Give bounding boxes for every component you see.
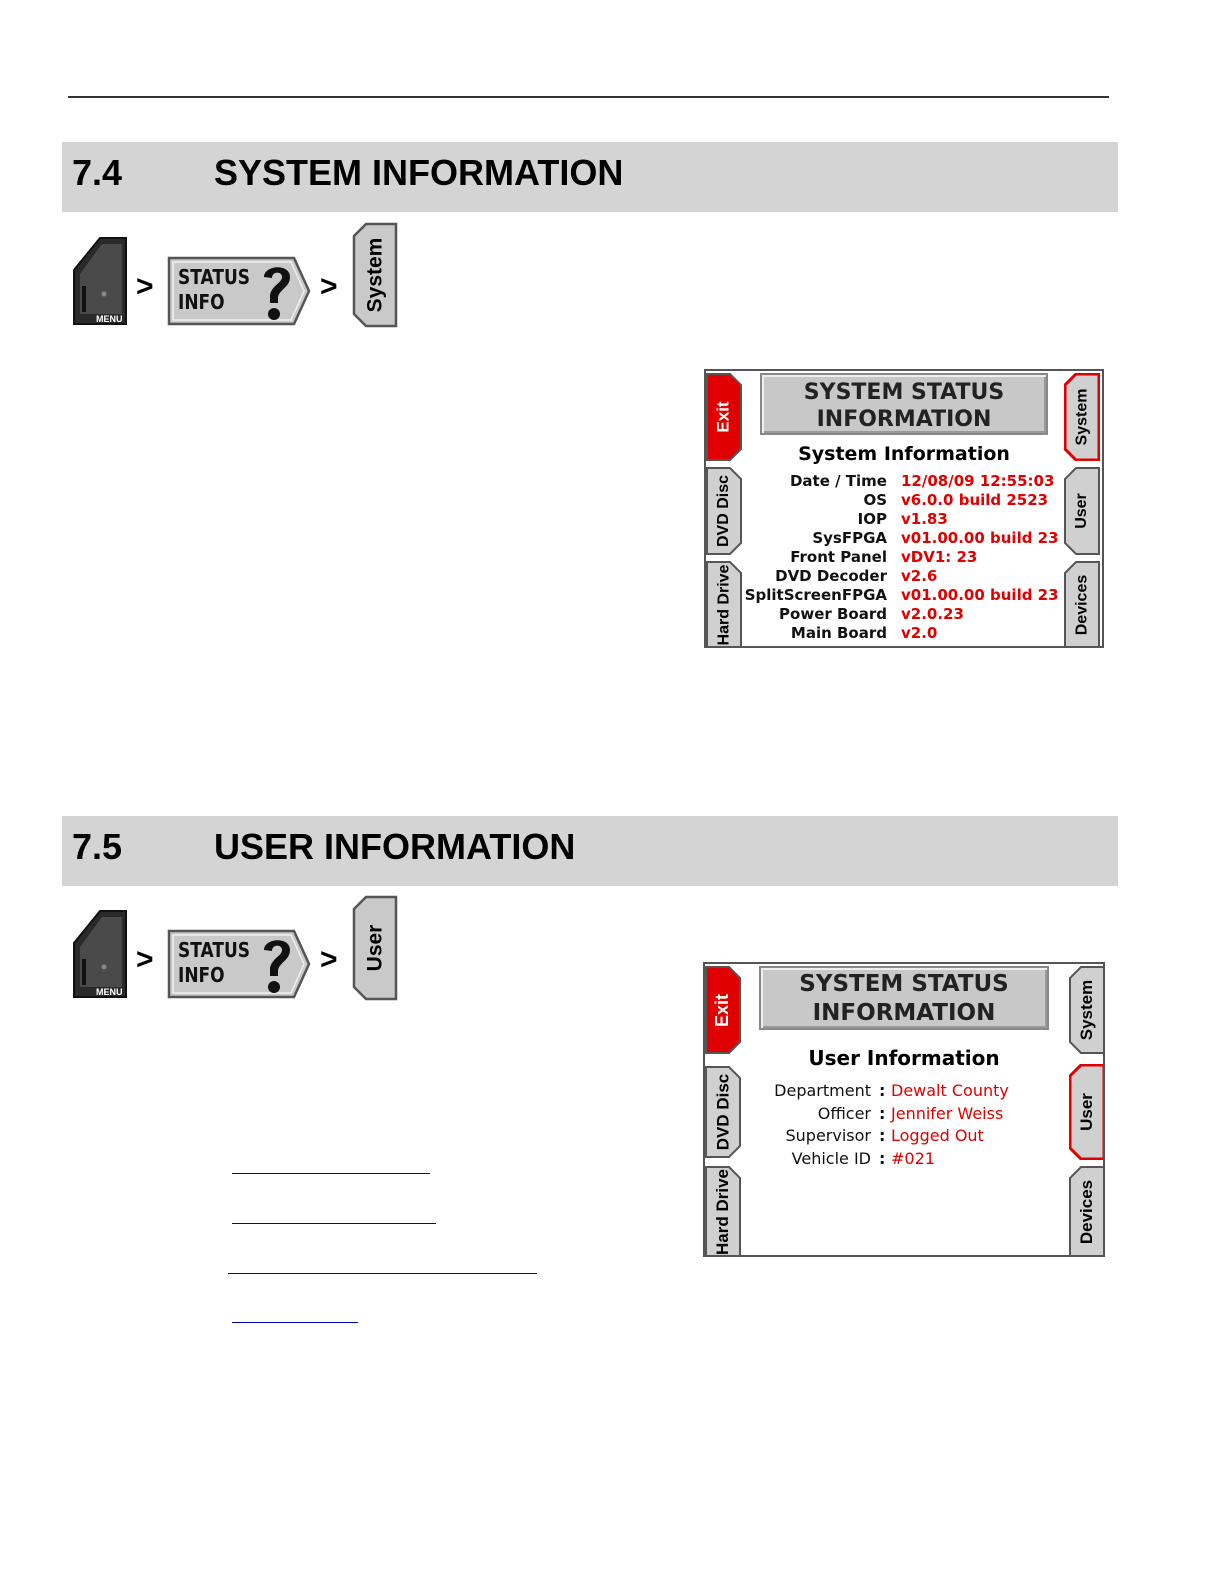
section-heading-user-information [62, 816, 1118, 886]
user-info-value: Logged Out [891, 1126, 984, 1145]
exit-tab[interactable] [705, 966, 741, 1054]
user-tab-label: User [1077, 1093, 1096, 1131]
system-info-value: v01.00.00 build 23 [901, 586, 1059, 604]
section-heading-system-information [62, 142, 1118, 212]
devices-tab-label: Devices [1073, 574, 1090, 636]
exit-tab-label: Exit [712, 993, 733, 1027]
system-info-key: OS [863, 491, 887, 509]
user-info-value: Dewalt County [891, 1081, 1009, 1100]
section-title: SYSTEM INFORMATION [214, 152, 624, 193]
top-rule [68, 96, 1109, 98]
system-info-key: Power Board [779, 605, 887, 623]
menu-key-icon [70, 236, 128, 326]
breadcrumb-separator: > [136, 943, 154, 976]
status-info-button[interactable] [166, 255, 312, 327]
status-info-button[interactable] [166, 928, 312, 1000]
screen-subheading: System Information [798, 443, 1010, 465]
user-status-screen [703, 962, 1105, 1257]
user-tab-label: User [363, 924, 387, 972]
hyperlink-underline[interactable] [232, 1322, 358, 1323]
system-info-key: IOP [857, 510, 887, 528]
system-info-value: v6.0.0 build 2523 [901, 491, 1049, 509]
system-info-key: Main Board [790, 624, 887, 642]
system-status-screen [704, 369, 1104, 648]
hyperlink-underline[interactable] [232, 1223, 436, 1224]
devices-tab-label: Devices [1077, 1179, 1096, 1245]
breadcrumb-separator: > [320, 270, 338, 303]
navigation-breadcrumb [70, 895, 410, 1001]
user-tab-button[interactable] [352, 895, 398, 1001]
section-number: 7.4 [72, 152, 123, 193]
section-title: USER INFORMATION [214, 826, 576, 867]
system-tab[interactable] [1069, 966, 1105, 1054]
system-info-key: Date / Time [789, 472, 887, 490]
user-info-separator: : [879, 1148, 886, 1168]
menu-key-icon [70, 909, 128, 999]
status-key-line-2: INFO [178, 963, 225, 987]
hard-drive-tab[interactable] [705, 1166, 741, 1257]
system-info-value: v2.0 [901, 624, 938, 642]
user-info-separator: : [879, 1126, 886, 1145]
system-info-value: v01.00.00 build 23 [901, 529, 1059, 547]
system-info-value: v2.6 [901, 567, 938, 585]
question-mark-icon [260, 261, 294, 323]
exit-tab-label: Exit [714, 401, 733, 433]
section-number: 7.5 [72, 826, 123, 867]
user-info-separator: : [879, 1103, 886, 1123]
status-key-line-2: INFO [178, 290, 225, 314]
devices-tab[interactable] [1069, 1166, 1105, 1257]
dvd-disc-tab-label: DVD Disc [715, 474, 732, 548]
user-info-key: Department [774, 1081, 871, 1100]
dvd-disc-tab-label: DVD Disc [713, 1073, 732, 1151]
exit-tab[interactable] [706, 373, 742, 461]
system-tab-button[interactable] [352, 222, 398, 328]
question-mark-icon [260, 934, 294, 996]
hyperlink-underline[interactable] [228, 1273, 537, 1274]
screen-subheading: User Information [808, 1046, 1000, 1070]
screen-header: SYSTEM STATUS INFORMATION [759, 966, 1049, 1030]
user-info-key: Vehicle ID [791, 1148, 871, 1168]
hard-drive-tab-label: Hard Drive [715, 564, 733, 646]
system-info-key: SplitScreenFPGA [744, 586, 887, 604]
status-key-line-1: STATUS [178, 938, 251, 962]
system-info-value: vDV1: 23 [901, 548, 978, 566]
user-tab-label: User [1072, 493, 1090, 529]
menu-key-label: MENU [96, 987, 123, 997]
system-info-value: 12/08/09 12:55:03 [901, 472, 1055, 490]
breadcrumb-separator: > [136, 270, 154, 303]
user-tab[interactable] [1064, 467, 1100, 555]
user-info-separator: : [879, 1081, 886, 1100]
system-tab[interactable] [1064, 373, 1100, 461]
screen-header: SYSTEM STATUS INFORMATION [760, 373, 1048, 435]
system-tab-label: System [363, 237, 386, 313]
system-info-value: v2.0.23 [901, 605, 964, 623]
system-tab-label: System [1077, 979, 1097, 1041]
breadcrumb-separator: > [320, 943, 338, 976]
user-info-value: Jennifer Weiss [891, 1103, 1004, 1123]
system-info-key: Front Panel [790, 548, 887, 566]
user-info-value: #021 [891, 1148, 935, 1168]
system-tab-label: System [1073, 388, 1091, 446]
navigation-breadcrumb [70, 222, 410, 328]
system-info-key: SysFPGA [812, 529, 887, 547]
menu-key-label: MENU [96, 314, 123, 324]
user-tab[interactable] [1069, 1064, 1105, 1160]
user-info-key: Officer [817, 1103, 871, 1123]
hard-drive-tab-label: Hard Drive [713, 1169, 733, 1255]
user-info-key: Supervisor [785, 1126, 871, 1145]
devices-tab[interactable] [1064, 561, 1100, 648]
system-info-key: DVD Decoder [775, 567, 887, 585]
system-info-value: v1.83 [901, 510, 948, 528]
hyperlink-underline[interactable] [232, 1173, 430, 1174]
status-key-line-1: STATUS [178, 265, 251, 289]
